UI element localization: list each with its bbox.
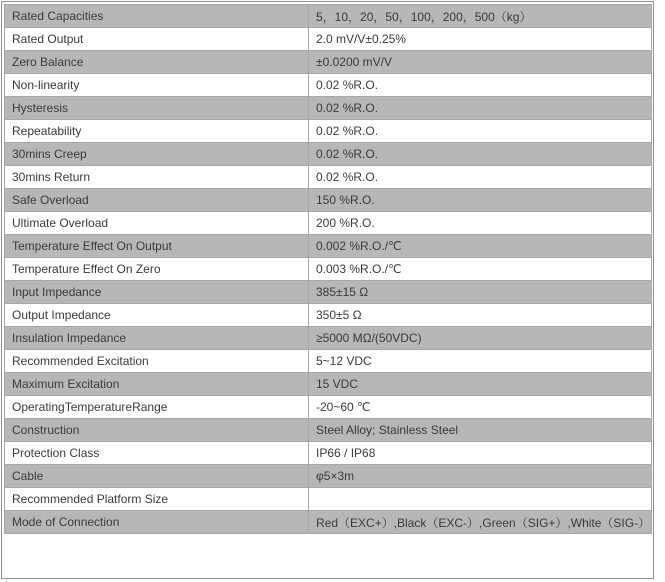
spec-value: 0.02 %R.O.: [309, 166, 652, 189]
table-row: [5, 488, 652, 511]
table-row: [5, 51, 652, 74]
table-row: [5, 373, 652, 396]
table-row: [5, 281, 652, 304]
spec-label: OperatingTemperatureRange: [5, 396, 309, 419]
spec-value: 200 %R.O.: [309, 212, 652, 235]
spec-label: Rated Capacities: [5, 5, 309, 28]
table-row: [5, 5, 652, 28]
spec-value: 5，10，20，50，100，200，500（kg）: [309, 5, 652, 28]
spec-value: 5~12 VDC: [309, 350, 652, 373]
spec-label: Non-linearity: [5, 74, 309, 97]
spec-label: Protection Class: [5, 442, 309, 465]
table-row: [5, 120, 652, 143]
spec-label: Rated Output: [5, 28, 309, 51]
spec-label: Temperature Effect On Output: [5, 235, 309, 258]
table-row: [5, 304, 652, 327]
spec-label: Output Impedance: [5, 304, 309, 327]
spec-label: Repeatability: [5, 120, 309, 143]
spec-label: Recommended Excitation: [5, 350, 309, 373]
spec-label: Input Impedance: [5, 281, 309, 304]
spec-value: 0.02 %R.O.: [309, 74, 652, 97]
spec-value: 15 VDC: [309, 373, 652, 396]
specification-table: [4, 4, 652, 534]
table-row: [5, 166, 652, 189]
spec-label: 30mins Creep: [5, 143, 309, 166]
table-row: [5, 189, 652, 212]
spec-value: ≥5000 MΩ/(50VDC): [309, 327, 652, 350]
spec-value: 150 %R.O.: [309, 189, 652, 212]
spec-value: IP66 / IP68: [309, 442, 652, 465]
spec-value: Red（EXC+）,Black（EXC-）,Green（SIG+）,White（SIG-）: [309, 511, 652, 534]
spec-label: 30mins Return: [5, 166, 309, 189]
table-row: [5, 511, 652, 534]
spec-value: 0.02 %R.O.: [309, 120, 652, 143]
spec-label: Maximum Excitation: [5, 373, 309, 396]
table-row: [5, 235, 652, 258]
spec-label: Recommended Platform Size: [5, 488, 309, 511]
spec-value: [309, 488, 652, 511]
spec-label: Zero Balance: [5, 51, 309, 74]
spec-label: Hysteresis: [5, 97, 309, 120]
spec-value: 385±15 Ω: [309, 281, 652, 304]
table-row: [5, 74, 652, 97]
spec-label: Safe Overload: [5, 189, 309, 212]
spec-value: ±0.0200 mV/V: [309, 51, 652, 74]
table-row: [5, 212, 652, 235]
spec-label: Insulation Impedance: [5, 327, 309, 350]
spec-label: Cable: [5, 465, 309, 488]
spec-value: 0.02 %R.O.: [309, 143, 652, 166]
spec-value: 2.0 mV/V±0.25%: [309, 28, 652, 51]
table-row: [5, 442, 652, 465]
spec-value: φ5×3m: [309, 465, 652, 488]
table-row: [5, 396, 652, 419]
spec-label: Ultimate Overload: [5, 212, 309, 235]
spec-value: 0.002 %R.O./℃: [309, 235, 652, 258]
spec-label: Construction: [5, 419, 309, 442]
table-row: [5, 419, 652, 442]
table-row: [5, 258, 652, 281]
spec-value: Steel Alloy; Stainless Steel: [309, 419, 652, 442]
spec-value: 0.003 %R.O./℃: [309, 258, 652, 281]
table-row: [5, 97, 652, 120]
table-row: [5, 465, 652, 488]
spec-value: -20~60 ℃: [309, 396, 652, 419]
spec-value: 350±5 Ω: [309, 304, 652, 327]
table-row: [5, 327, 652, 350]
spec-value: 0.02 %R.O.: [309, 97, 652, 120]
table-row: [5, 28, 652, 51]
spec-label: Mode of Connection: [5, 511, 309, 534]
table-row: [5, 143, 652, 166]
spec-label: Temperature Effect On Zero: [5, 258, 309, 281]
specification-table-body: [5, 5, 652, 534]
table-row: [5, 350, 652, 373]
